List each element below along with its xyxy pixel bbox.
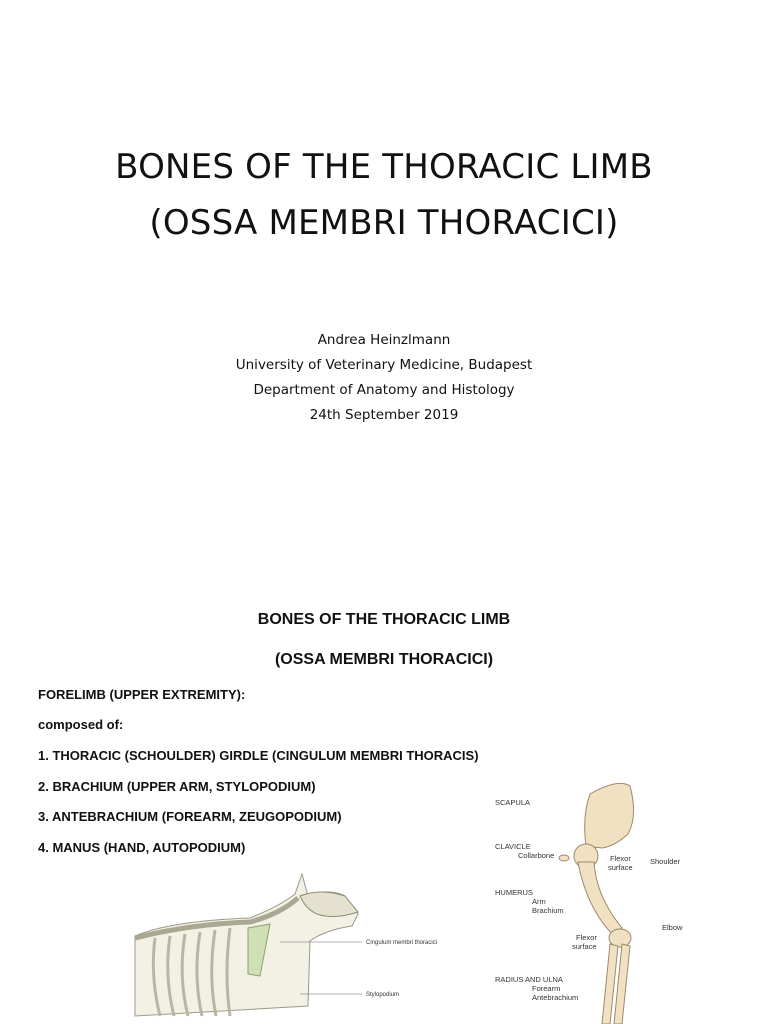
text-line: 1. THORACIC (SCHOULDER) GIRDLE (CINGULUM MEMBRI THORACIS) bbox=[38, 748, 479, 763]
institution: University of Veterinary Medicine, Budapest bbox=[235, 357, 533, 373]
label-humerus: HUMERUS bbox=[495, 888, 533, 897]
label-antebrachium: Antebrachium bbox=[532, 993, 579, 1002]
label-shoulder: Shoulder bbox=[650, 857, 681, 866]
slide2-title-line2: (OSSA MEMBRI THORACICI) bbox=[274, 651, 494, 668]
text-line: composed of: bbox=[38, 717, 124, 732]
slide1-title-line1: BONES OF THE THORACIC LIMB bbox=[115, 147, 653, 187]
arm-bones-illustration bbox=[490, 776, 700, 1024]
label-brachium: Brachium bbox=[532, 906, 564, 915]
text-line: 2. BRACHIUM (UPPER ARM, STYLOPODIUM) bbox=[38, 779, 316, 794]
slide2-title-line1: BONES OF THE THORACIC LIMB bbox=[257, 611, 511, 628]
label-cingulum: Cingulum membri thoracici bbox=[366, 940, 438, 946]
scapula-bone bbox=[585, 783, 634, 848]
label-elbow: Elbow bbox=[662, 923, 683, 932]
dog-skeleton-illustration bbox=[130, 866, 460, 1024]
humerus-bone bbox=[578, 862, 622, 934]
department: Department of Anatomy and Histology bbox=[253, 382, 515, 398]
text-line: 3. ANTEBRACHIUM (FOREARM, ZEUGOPODIUM) bbox=[38, 809, 342, 824]
label-flexor-1: Flexor bbox=[610, 854, 631, 863]
label-collarbone: Collarbone bbox=[518, 851, 555, 860]
text-line: FORELIMB (UPPER EXTREMITY): bbox=[38, 687, 246, 702]
author-name: Andrea Heinzlmann bbox=[317, 332, 451, 348]
label-radius-ulna: RADIUS AND ULNA bbox=[495, 975, 563, 984]
text-line: 4. MANUS (HAND, AUTOPODIUM) bbox=[38, 840, 246, 855]
label-surface-1: surface bbox=[608, 863, 633, 872]
label-surface-2: surface bbox=[572, 942, 597, 951]
content-slide bbox=[0, 576, 768, 1024]
presentation-date: 24th September 2019 bbox=[309, 407, 459, 423]
label-scapula: SCAPULA bbox=[495, 798, 531, 807]
label-clavicle: CLAVICLE bbox=[495, 842, 531, 851]
label-forearm: Forearm bbox=[532, 984, 561, 993]
label-flexor-2: Flexor bbox=[576, 933, 597, 942]
label-stylopodium: Stylopodium bbox=[366, 992, 400, 998]
slide1-title-line2: (OSSA MEMBRI THORACICI) bbox=[149, 203, 619, 243]
label-arm: Arm bbox=[532, 897, 546, 906]
